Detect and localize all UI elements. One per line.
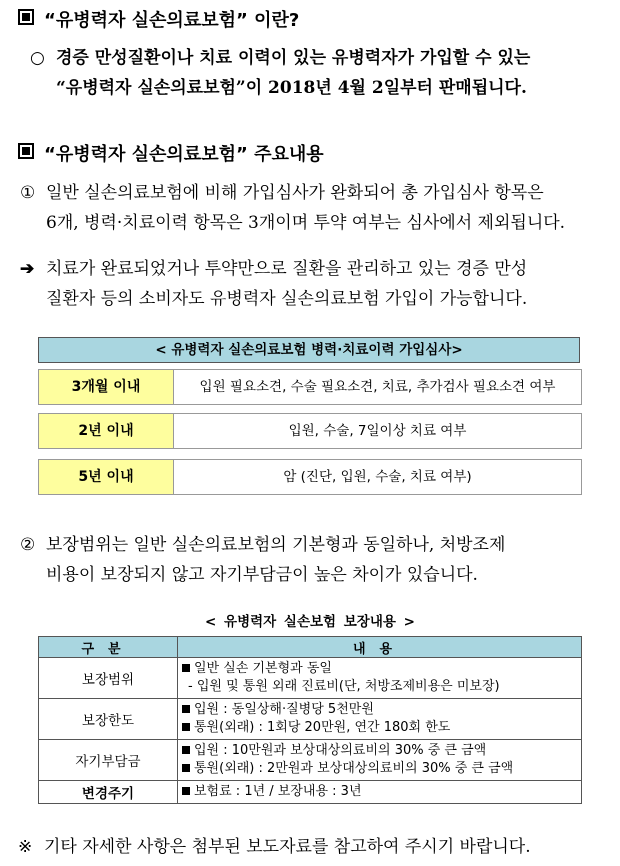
square-bullet-icon (182, 787, 190, 795)
table-1-value: 입원 필요소견, 수술 필요소견, 치료, 추가검사 필요소견 여부 (199, 379, 556, 395)
item-1-paragraph (20, 178, 565, 238)
section-1-line-1: 경증 만성질환이나 치료 이력이 있는 유병력자가 가입할 수 있는 (56, 48, 531, 68)
table-1-row (38, 413, 582, 449)
row-key: 자기부담금 (39, 740, 178, 781)
square-bullet-icon (18, 9, 34, 25)
row-content: 보험료 : 1년 / 보장내용 : 3년 (178, 781, 582, 804)
section-1-paragraph (30, 43, 530, 103)
header-content: 내용 (178, 637, 582, 658)
footnote (18, 832, 531, 862)
table-row (39, 781, 582, 804)
arrow-right-icon: ➔ (20, 259, 35, 279)
row-key: 보장범위 (39, 658, 178, 699)
table-2-caption: < 유병력자 실손보험 보장내용 > (205, 614, 415, 630)
arrow-paragraph (20, 254, 527, 314)
table-row (39, 740, 582, 781)
square-bullet-icon (182, 723, 190, 731)
table-1-value: 입원, 수술, 7일이상 치료 여부 (288, 423, 467, 439)
table-header-row (39, 637, 582, 658)
table-1-row (38, 459, 582, 495)
arrow-line-2: 질환자 등의 소비자도 유병력자 실손의료보험 가입이 가능합니다. (46, 289, 528, 309)
table-1-key: 2년 이내 (39, 414, 174, 448)
item-1-line-2: 6개, 병력·치료이력 항목은 3개이며 투약 여부는 심사에서 제외됩니다. (46, 213, 566, 233)
coverage-table (38, 636, 582, 804)
row-content: 입원 : 동일상해·질병당 5천만원 통원(외래) : 1회당 20만원, 연간 180회 한도 (178, 699, 582, 740)
arrow-line-1: 치료가 완료되었거나 투약만으로 질환을 관리하고 있는 경증 만성 (46, 259, 528, 279)
circle-bullet: ○ (30, 48, 45, 68)
section-1-heading: “유병력자 실손의료보험” 이란? (18, 6, 299, 32)
table-1-key: 3개월 이내 (39, 370, 174, 404)
table-1-title: < 유병력자 실손의료보험 병력·치료이력 가입심사> (38, 337, 580, 363)
table-1-key: 5년 이내 (39, 460, 174, 494)
circled-number-2: ② (20, 535, 36, 555)
item-2-line-2: 비용이 보장되지 않고 자기부담금이 높은 차이가 있습니다. (46, 565, 478, 585)
footnote-text: 기타 자세한 사항은 첨부된 보도자료를 참고하여 주시기 바랍니다. (44, 837, 531, 857)
table-row (39, 658, 582, 699)
item-2-line-1: 보장범위는 일반 실손의료보험의 기본형과 동일하나, 처방조제 (46, 535, 506, 555)
table-1-value: 암 (진단, 입원, 수술, 치료 여부) (283, 469, 472, 485)
square-bullet-icon (182, 764, 190, 772)
table-row (39, 699, 582, 740)
row-key: 변경주기 (39, 781, 178, 804)
table-1-row (38, 369, 582, 405)
item-1-line-1: 일반 실손의료보험에 비해 가입심사가 완화되어 총 가입심사 항목은 (46, 183, 544, 203)
section-2-heading: “유병력자 실손의료보험” 주요내용 (18, 140, 324, 166)
section-1-line-2: “유병력자 실손의료보험”이 2018년 4월 2일부터 판매됩니다. (56, 78, 527, 98)
row-key: 보장한도 (39, 699, 178, 740)
reference-mark-icon: ※ (18, 837, 33, 857)
header-category: 구분 (39, 637, 178, 658)
square-bullet-icon (182, 664, 190, 672)
circled-number-1: ① (20, 183, 36, 203)
row-content: 일반 실손 기본형과 동일 - 입원 및 통원 외래 진료비(단, 처방조제비용은 미보장) (178, 658, 582, 699)
square-bullet-icon (182, 705, 190, 713)
row-content: 입원 : 10만원과 보상대상의료비의 30% 중 큰 금액 통원(외래) : 2만원과 보상대상의료비의 30% 중 큰 금액 (178, 740, 582, 781)
square-bullet-icon (182, 746, 190, 754)
square-bullet-icon (18, 143, 34, 159)
item-2-paragraph (20, 530, 505, 590)
